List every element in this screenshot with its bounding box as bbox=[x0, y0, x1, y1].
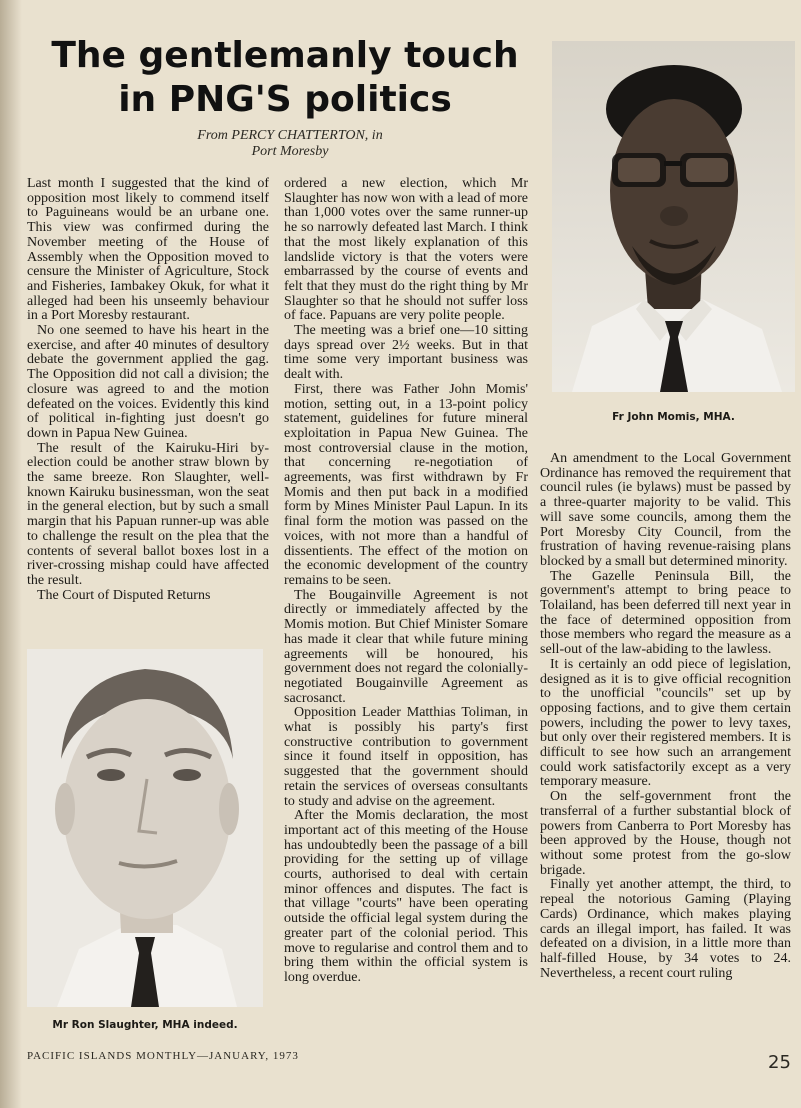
publication-footer: PACIFIC ISLANDS MONTHLY—JANUARY, 1973 bbox=[27, 1050, 299, 1062]
headline-line-2: in PNG'S politics bbox=[118, 79, 452, 120]
byline-line-1: From PERCY CHATTERTON, in bbox=[197, 128, 383, 143]
portrait-photo-momis bbox=[552, 41, 795, 392]
article-column-3 bbox=[540, 452, 791, 1044]
portrait-illustration bbox=[552, 41, 795, 392]
paragraph: The Gazelle Peninsula Bill, the government's attempt to bring peace to Tolailand, has been deferred till next year in the face of determined opposition from those members who regard the measure as a sell-out of the law-abiding to the lawless. bbox=[540, 568, 791, 658]
paragraph: On the self-government front the transferral of a further substantial block of powers from Canberra to Port Moresby has been approved by the House, though not without some protest from the go-slow brigade. bbox=[540, 789, 791, 878]
paragraph: ordered a new election, which Mr Slaughter has now won with a lead of more than 1,000 votes over the same runner-up he so narrowly defeated last March. I think that the most likely explanation of this landslide victory is that the voters were embarrassed by the course of events and felt that they must do the right thing by Mr Slaughter so that he should not suffer loss of face. Papuans are very polite people. bbox=[284, 177, 528, 324]
byline-line-2: Port Moresby bbox=[251, 144, 329, 159]
article-column-1 bbox=[27, 177, 269, 629]
paragraph: It is certainly an odd piece of legislation, designed as it is to give official recognition to the unofficial "councils" set up by opposing factions, and to give them certain powers, including the power to levy taxes, but only over their registered members. It is difficult to see how such an arrangement could work satisfactorily except as a very temporary measure. bbox=[540, 656, 791, 790]
photo-caption-slaughter: Mr Ron Slaughter, MHA indeed. bbox=[52, 1019, 238, 1031]
paragraph: Opposition Leader Matthias Toliman, in what is possibly his party's first constructive contribution to government since it found itself in opposition, has suggested that the government should retain the services of overseas consultants to study and advise on the agreement. bbox=[284, 705, 528, 809]
page-gutter-shadow bbox=[0, 0, 22, 1108]
paragraph: First, there was Father John Momis' motion, setting out, in a 13-point policy statement, guidelines for future mineral exploitation in Papua New Guinea. The most controversial clause in the motion, that concerning re-negotiation of agreements, was first withdrawn by Fr Momis and then put back in a modified form by Mines Minister Paul Lapun. In its final form the motion was passed on the voices, with not more than a handful of dissentients. The effect of the motion on the economic development of the country remains to be seen. bbox=[284, 381, 528, 588]
paragraph: Last month I suggested that the kind of opposition most likely to commend itself to Paguineans would be an urbane one. This view was confirmed during the November meeting of the House of Assembly when the Opposition moved to censure the Minister of Agriculture, Stock and Fisheries, Iambakey Okuk, for what it alleged had been his unseemly behaviour in a Port Moresby restaurant. bbox=[27, 177, 269, 324]
paragraph: No one seemed to have his heart in the exercise, and after 40 minutes of desultory debate the government applied the gag. The Opposition did not call a division; the closure was agreed to and the motion defeated on the voices. Evidently this kind of political in-fighting just doesn't go down in Papua New Guinea. bbox=[27, 323, 269, 441]
article-column-2 bbox=[284, 177, 528, 1039]
photo-caption-momis: Fr John Momis, MHA. bbox=[612, 411, 735, 423]
headline bbox=[40, 34, 530, 122]
paragraph: The Court of Disputed Returns bbox=[37, 587, 211, 603]
paragraph: The result of the Kairuku-Hiri by-election could be another straw blown by the same breeze. Ron Slaughter, well-known Kairuku businessman, won the seat in the general election, but by such a small margin that his Papuan runner-up was able to challenge the result on the plea that the contents of several ballot boxes lost in a river-crossing mishap could have affected the result. bbox=[27, 440, 269, 588]
paragraph: The Bougainville Agreement is not directly or immediately affected by the Momis motion. But Chief Minister Somare has made it clear that while future mining agreements will be honoured, his government does not regard the colonially-negotiated Bougainville Agreement as sacrosanct. bbox=[284, 587, 528, 706]
paragraph: Finally yet another attempt, the third, to repeal the notorious Gaming (Playing Cards) Ordinance, which makes playing cards an illegal import, has failed. It was defeated on a division, in a little more than half-filled House, by 34 votes to 24. Nevertheless, a recent court ruling bbox=[540, 877, 791, 981]
portrait-illustration bbox=[27, 649, 263, 1007]
headline-line-1: The gentlemanly touch bbox=[51, 35, 519, 76]
paragraph: An amendment to the Local Government Ordinance has removed the requirement that council rules (ie bylaws) must be passed by a three-quarter majority to be valid. This will save some councils, among them the Port Moresby City Council, from the frustration of having revenue-raising plans blocked by a small but determined minority. bbox=[540, 452, 791, 569]
page-number: 25 bbox=[768, 1052, 791, 1073]
paragraph: After the Momis declaration, the most important act of this meeting of the House has undoubtedly been the passage of a bill providing for the setting up of village courts, authorised to deal with certain minor offences and disputes. The fact is that village "courts" have been operating outside the official legal system during the greater part of the colonial period. This move to regularise and control them and to bring them within the official system is long overdue. bbox=[284, 808, 528, 985]
portrait-photo-slaughter bbox=[27, 649, 263, 1007]
byline bbox=[120, 128, 460, 160]
paragraph: The meeting was a brief one—10 sitting days spread over 2½ weeks. But in that time some very important business was dealt with. bbox=[284, 323, 528, 383]
